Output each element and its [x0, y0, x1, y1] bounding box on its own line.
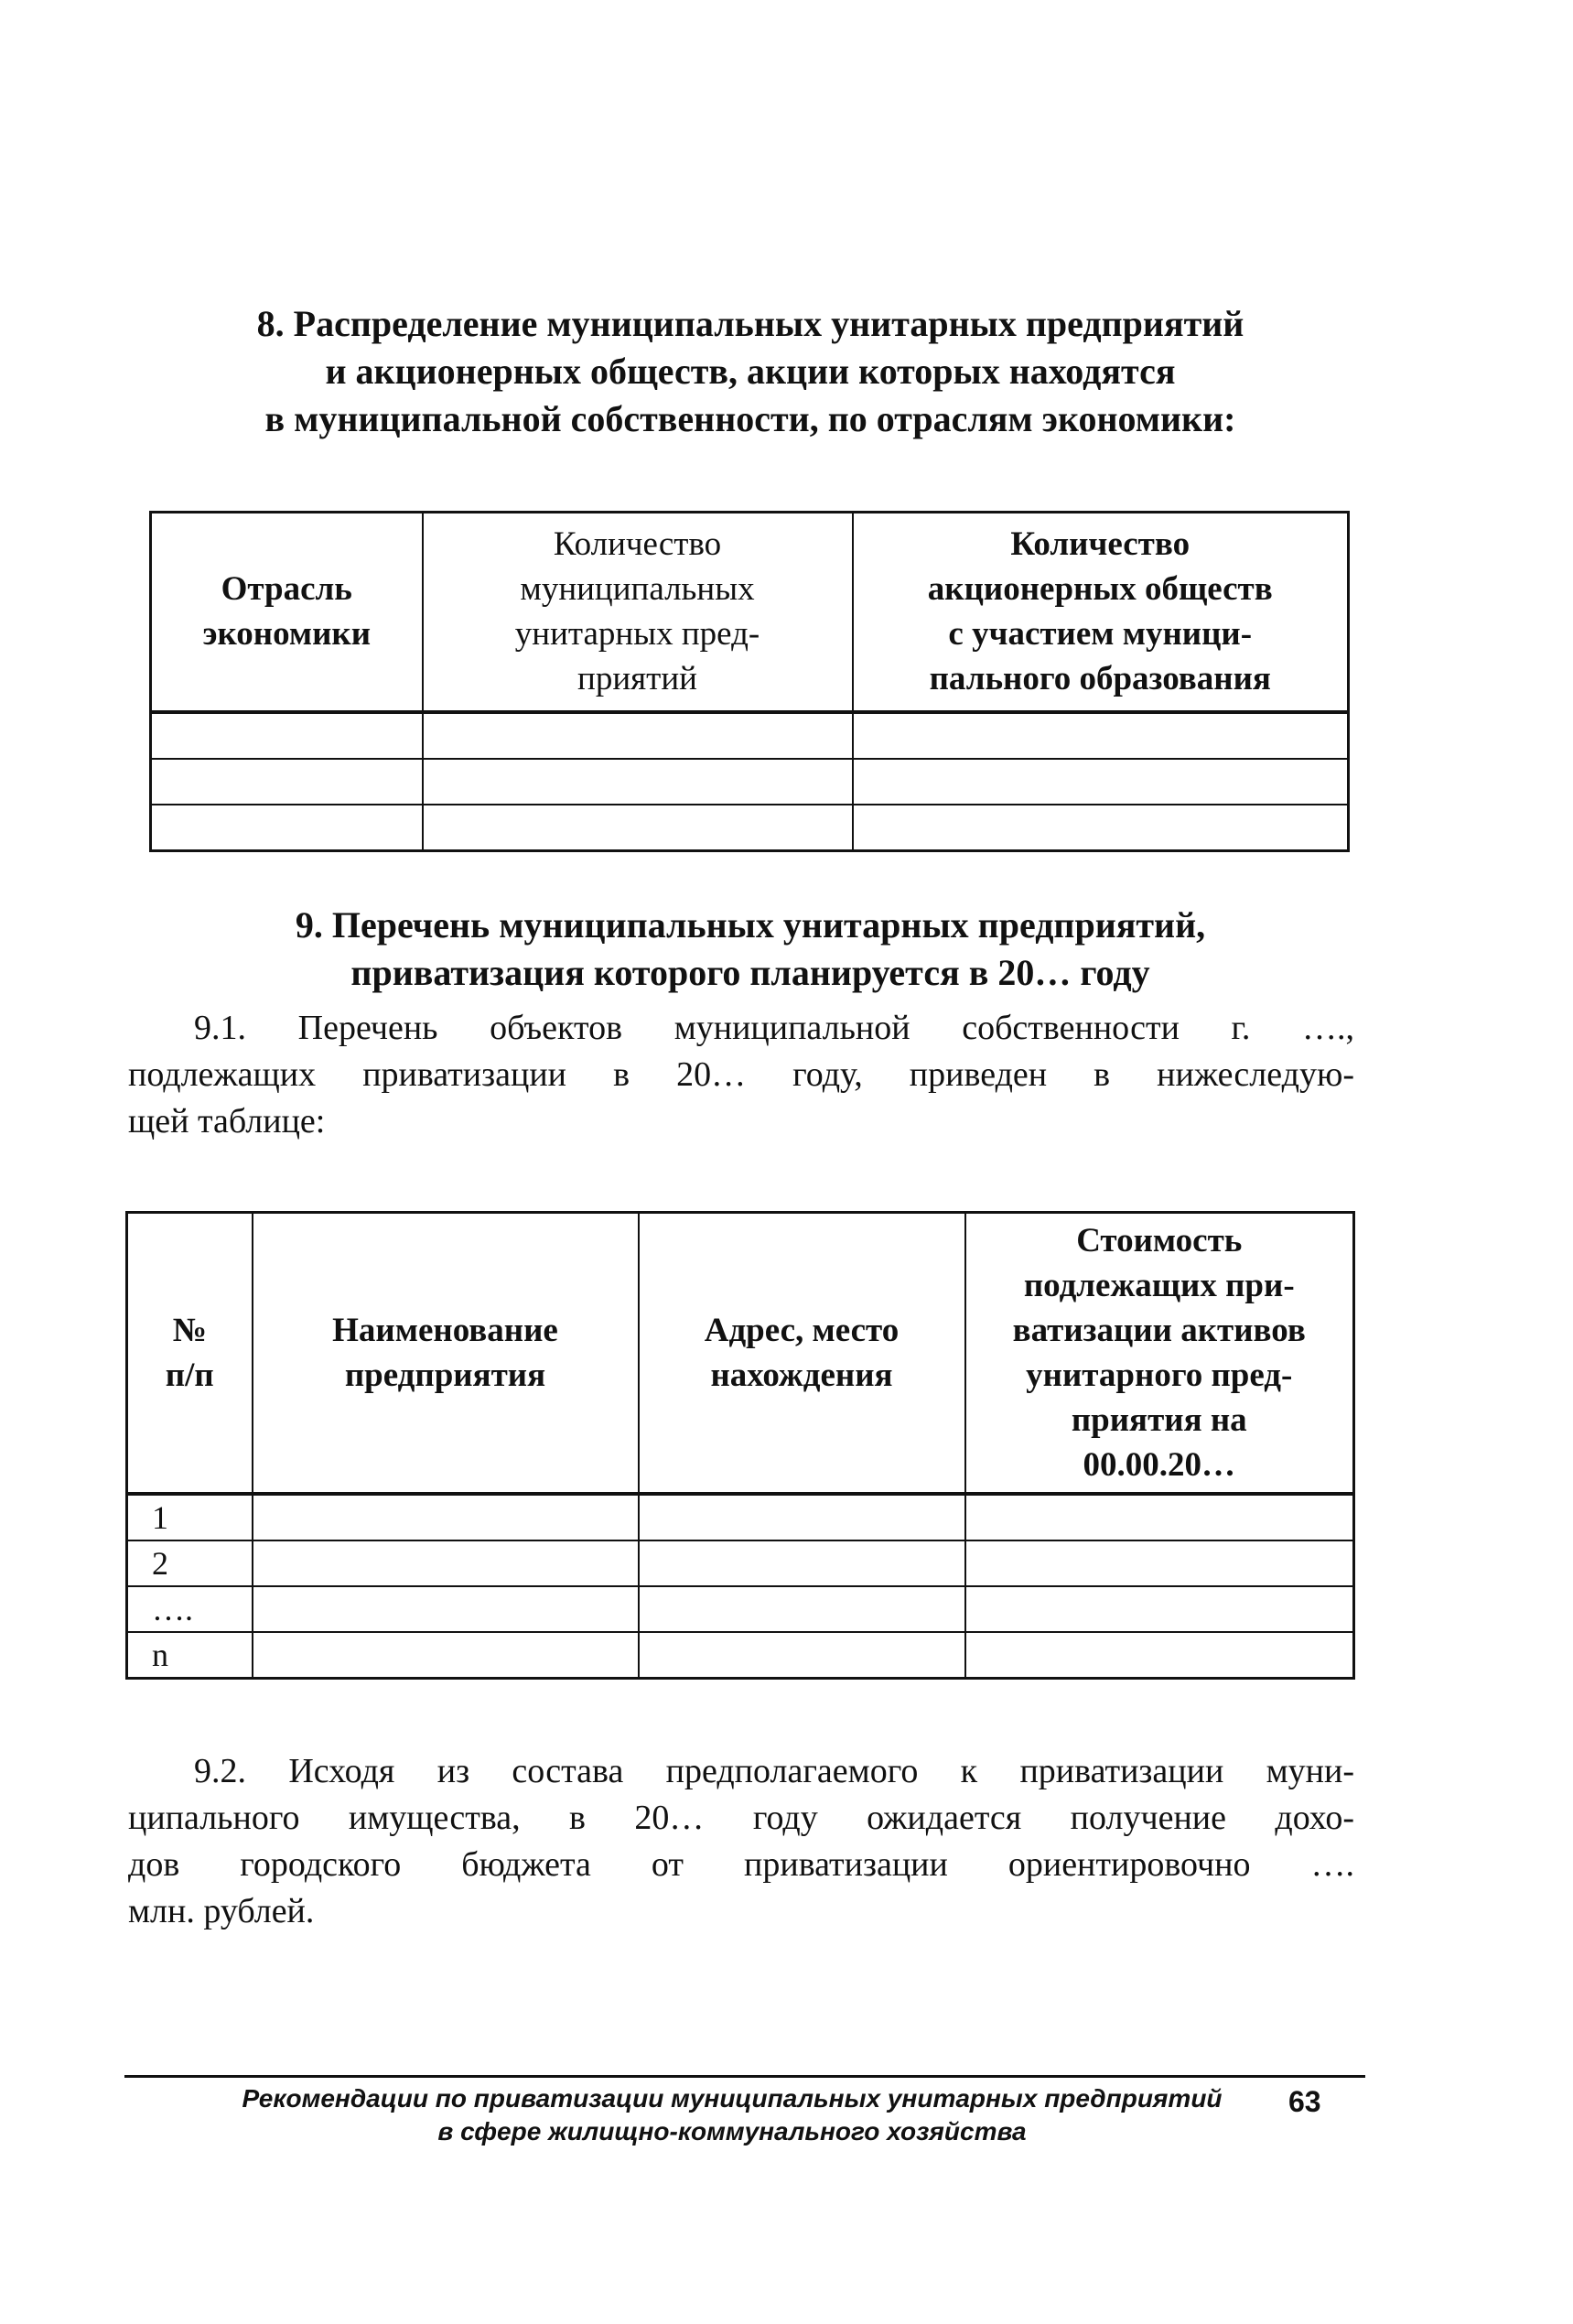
privatization-objects-table: [125, 1211, 1355, 1680]
paragraph-line: млн. рублей.: [128, 1892, 315, 1930]
row-number: n: [127, 1632, 253, 1679]
paragraph-line: ципального имущества, в 20… году ожидается получение дохо-: [128, 1799, 1354, 1837]
table-row: [151, 712, 1349, 759]
table-row: [127, 1586, 1354, 1632]
running-footer: [183, 2082, 1281, 2148]
header-enterprise-name: Наименование предприятия: [253, 1213, 639, 1494]
table-row: [127, 1632, 1354, 1679]
section-9-title: [137, 902, 1363, 997]
row-number: ….: [127, 1586, 253, 1632]
row-number: 2: [127, 1540, 253, 1586]
title-line: и акционерных обществ, акции которых находятся: [325, 351, 1176, 392]
header-number: № п/п: [127, 1213, 253, 1494]
table-row: [127, 1494, 1354, 1540]
paragraph-line: 9.1. Перечень объектов муниципальной собственности г. ….,: [194, 1009, 1354, 1047]
paragraph-9-1: [128, 1005, 1354, 1145]
footer-line: Рекомендации по приватизации муниципальных унитарных предприятий: [242, 2084, 1223, 2113]
title-line: 8. Распределение муниципальных унитарных предприятий: [256, 303, 1244, 344]
page-number: 63: [1288, 2085, 1321, 2118]
paragraph-line: подлежащих приватизации в 20… году, приведен в нижеследую-: [128, 1055, 1354, 1094]
table-row: [151, 805, 1349, 851]
paragraph-9-2: [128, 1748, 1354, 1935]
paragraph-line: 9.2. Исходя из состава предполагаемого к приватизации муни-: [194, 1752, 1354, 1790]
header-unitary-count: Количество муниципальных унитарных пред- приятий: [423, 513, 853, 712]
table-row: [127, 1540, 1354, 1586]
title-line: в муниципальной собственности, по отраслям экономики:: [264, 398, 1236, 439]
title-line: 9. Перечень муниципальных унитарных предприятий,: [295, 904, 1206, 946]
paragraph-line: дов городского бюджета от приватизации ориентировочно ….: [128, 1845, 1354, 1884]
header-address: Адрес, место нахождения: [639, 1213, 965, 1494]
header-jsc-count: Количество акционерных обществ с участием муници- пального образования: [853, 513, 1349, 712]
footer-divider: [124, 2075, 1365, 2078]
title-line: приватизация которого планируется в 20… году: [350, 952, 1150, 993]
footer-line: в сфере жилищно-коммунального хозяйства: [437, 2117, 1027, 2146]
industry-distribution-table: [149, 511, 1350, 852]
paragraph-line: щей таблице:: [128, 1102, 326, 1140]
table-row: [151, 759, 1349, 805]
header-industry: Отрасль экономики: [151, 513, 423, 712]
header-asset-value: Стоимость подлежащих при- ватизации активов унитарного пред- приятия на 00.00.20…: [965, 1213, 1354, 1494]
section-8-title: [137, 300, 1363, 443]
row-number: 1: [127, 1494, 253, 1540]
